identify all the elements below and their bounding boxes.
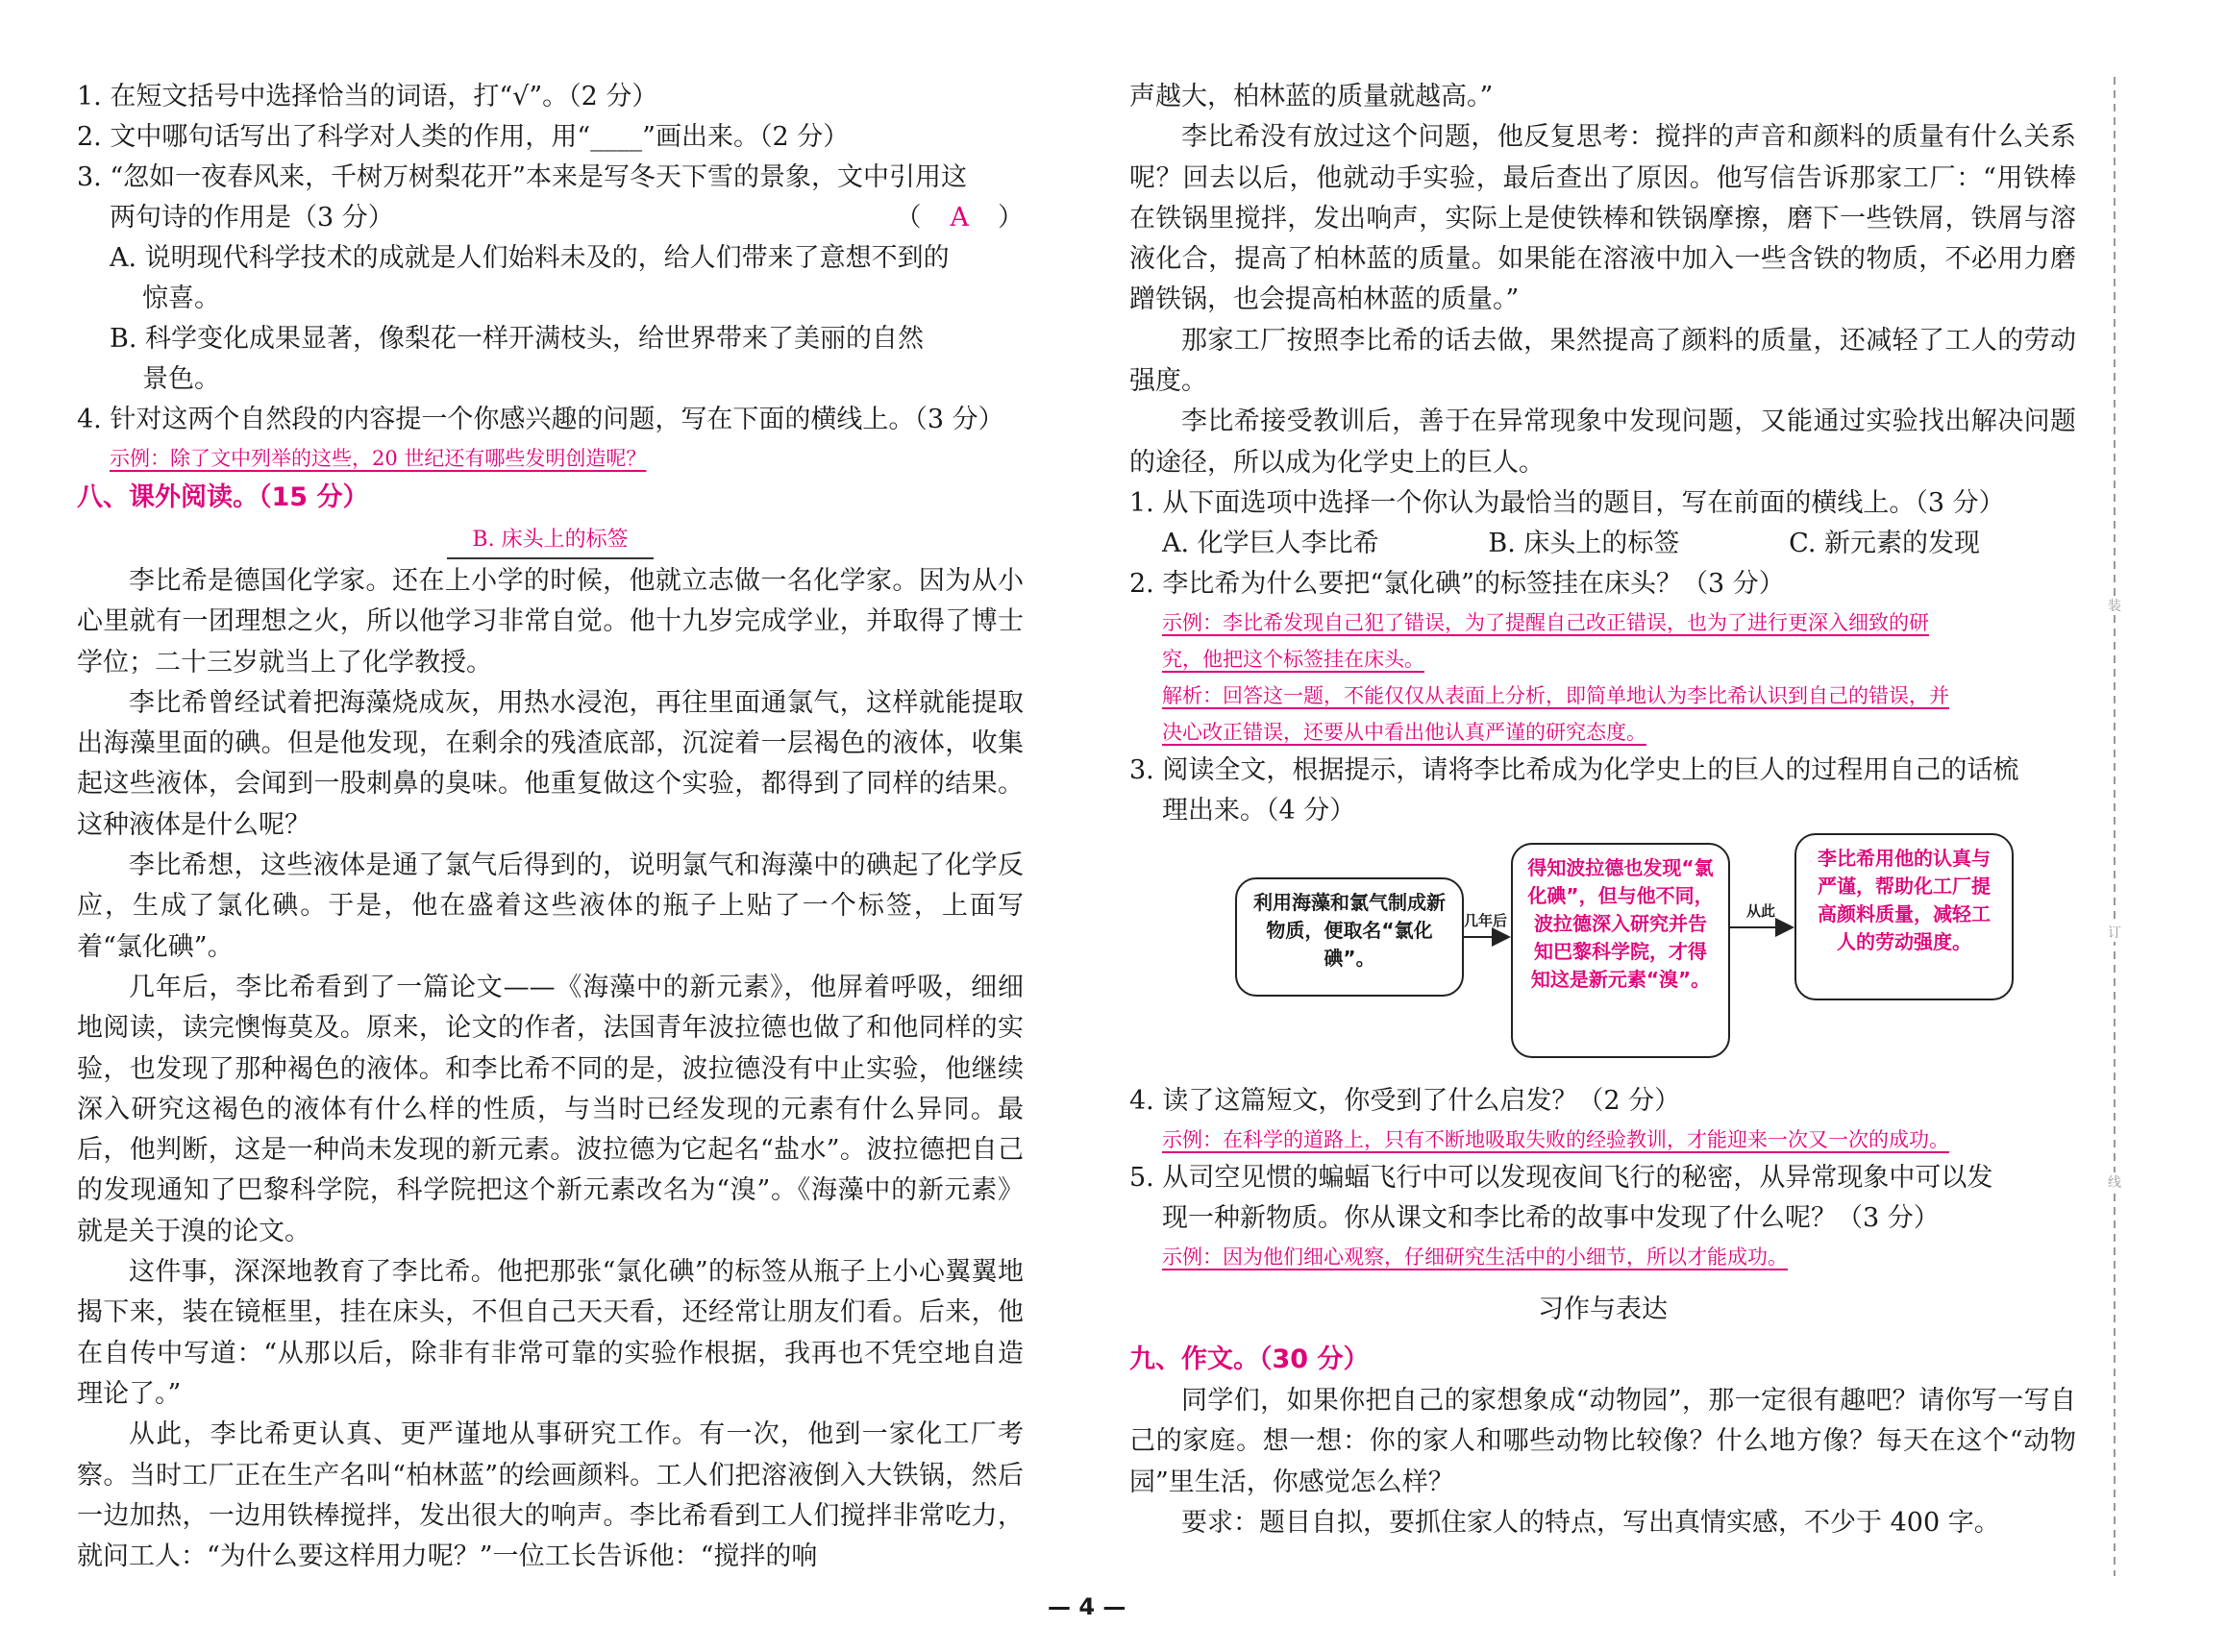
- margin-mark-2: 订: [2105, 923, 2124, 942]
- title-option-b: B. 床头上的标签: [1488, 528, 1680, 558]
- option-b-cont: 景色。: [142, 364, 220, 394]
- essay-prompt: 同学们，如果你把自己的家想象成“动物园”，那一定很有趣吧？请你写一写自己的家庭。想一想：你的家人和哪些动物比较像？什么地方像？每天在这个“动物园”里生活，你感觉怎么样？: [1129, 1385, 2076, 1497]
- option-a-cont: 惊喜。: [142, 284, 220, 313]
- paragraph-3: 李比希想，这些液体是通了氯气后得到的，说明氯气和海藻中的碘起了化学反应，生成了氯化碘。于是，他在盛着这些液体的瓶子上贴了一个标签，上面写着“氯化碘”。: [77, 851, 1024, 962]
- title-option-c: C. 新元素的发现: [1789, 528, 1980, 558]
- title-answer: B. 床头上的标签: [447, 523, 653, 559]
- q5-example: 示例：因为他们细心观察，仔细研究生活中的小细节，所以才能成功。: [1162, 1245, 1788, 1269]
- arrow-label-1: 几年后: [1464, 911, 1508, 929]
- question-4: 4. 针对这两个自然段的内容提一个你感兴趣的问题，写在下面的横线上。（3 分）: [77, 405, 1004, 434]
- diagram-box-2: 得知波拉德也发现“氯化碘”，但与他不同，波拉德深入研究并告知巴黎科学院，才得知这是新元素“溴”。: [1511, 843, 1730, 1058]
- answer-a: A: [950, 203, 969, 233]
- question-1: 1. 在短文括号中选择恰当的词语，打“√”。（2 分）: [77, 82, 658, 111]
- question-2: 2. 文中哪句话写出了科学对人类的作用，用“____”画出来。（2 分）: [77, 122, 850, 152]
- paragraph-8: 那家工厂按照李比希的话去做，果然提高了颜料的质量，还减轻了工人的劳动强度。: [1129, 325, 2076, 397]
- section-heading: 习作与表达: [1538, 1294, 1668, 1324]
- q4-example: 示例：除了文中列举的这些，20 世纪还有哪些发明创造呢？: [110, 447, 647, 470]
- dashed-binding-line: [2105, 77, 2124, 1576]
- q4-right-example: 示例：在科学的道路上，只有不断地吸取失败的经验教训，才能迎来一次又一次的成功。: [1162, 1127, 1949, 1151]
- margin-mark-1: 装: [2105, 596, 2124, 615]
- paragraph-6-cont: 声越大，柏林蓝的质量就越高。”: [1129, 82, 1494, 111]
- q2-example-line2: 究，他把这个标签挂在床头。: [1162, 647, 1424, 671]
- title-answer-line: [77, 523, 1024, 559]
- q2-example-line1: 示例：李比希发现自己犯了错误，为了提醒自己改正错误，也为了进行更深入细致的研: [1162, 610, 1929, 634]
- q2-analysis-line1: 解析：回答这一题，不能仅仅从表面上分析，即简单地认为李比希认识到自己的错误，并: [1162, 683, 1949, 707]
- page-number: — 4 —: [1048, 1593, 1126, 1620]
- arrow-label-2: 从此: [1746, 901, 1776, 920]
- right-column: [1129, 77, 2076, 1543]
- paragraph-5: 这件事，深深地教育了李比希。他把那张“氯化碘”的标签从瓶子上小心翼翼地揭下来，装在镜框里，挂在床头，不但自己天天看，还经常让朋友们看。后来，他在自传中写道：“从那以后，除非有非常可靠的实验作根据，我再也不凭空地自造理论了。”: [77, 1257, 1024, 1409]
- margin-mark-3: 线: [2105, 1172, 2124, 1192]
- diagram-box-1: 利用海藻和氯气制成新物质，便取名“氯化碘”。: [1235, 877, 1464, 997]
- answer-paren: （ A ）: [895, 203, 1024, 233]
- option-a: A. 说明现代科学技术的成就是人们始料未及的，给人们带来了意想不到的: [110, 243, 950, 273]
- option-b: B. 科学变化成果显著，像梨花一样开满枝头，给世界带来了美丽的自然: [110, 324, 925, 354]
- right-question-4: 4. 读了这篇短文，你受到了什么启发？（2 分）: [1129, 1085, 1681, 1116]
- diagram-box-3: 李比希用他的认真与严谨，帮助化工厂提高颜料质量，减轻工人的劳动强度。: [1794, 833, 2014, 1000]
- right-question-3-cont: 理出来。（4 分）: [1162, 795, 1356, 826]
- section-9-heading: 九、作文。（30 分）: [1129, 1344, 1370, 1374]
- paragraph-1: 李比希是德国化学家。还在上小学的时候，他就立志做一名化学家。因为从小心里就有一团理想之火，所以他学习非常自觉。他十九岁完成学业，并取得了博士学位；二十三岁就当上了化学教授。: [77, 566, 1024, 678]
- process-diagram: [1129, 831, 2076, 1081]
- title-option-a: A. 化学巨人李比希: [1162, 528, 1379, 558]
- section-8-heading: 八、课外阅读。（15 分）: [77, 482, 369, 512]
- paragraph-6: 从此，李比希更认真、更严谨地从事研究工作。有一次，他到一家化工厂考察。当时工厂正在生产名叫“柏林蓝”的绘画颜料。工人们把溶液倒入大铁锅，然后一边加热，一边用铁棒搅拌，发出很大的响声。李比希看到工人们搅拌非常吃力，就问工人：“为什么要这样用力呢？”一位工长告诉他：“搅拌的响: [77, 1419, 1024, 1572]
- question-3: 3. “忽如一夜春风来，千树万树梨花开”本来是写冬天下雪的景象，文中引用这: [77, 162, 967, 192]
- paragraph-9: 李比希接受教训后，善于在异常现象中发现问题，又能通过实验找出解决问题的途径，所以成为化学史上的巨人。: [1129, 407, 2076, 478]
- left-column: [77, 77, 1024, 1577]
- right-question-5: 5. 从司空见惯的蝙蝠飞行中可以发现夜间飞行的秘密，从异常现象中可以发: [1129, 1162, 1993, 1193]
- right-question-2: 2. 李比希为什么要把“氯化碘”的标签挂在床头？（3 分）: [1129, 568, 1785, 599]
- question-3-cont: 两句诗的作用是（3 分） （ A ）: [77, 198, 1024, 238]
- paragraph-7: 李比希没有放过这个问题，他反复思考：搅拌的声音和颜料的质量有什么关系呢？回去以后，他就动手实验，最后查出了原因。他写信告诉那家工厂：“用铁棒在铁锅里搅拌，发出响声，实际上是使铁棒和铁锅摩擦，磨下一些铁屑，铁屑与溶液化合，提高了柏林蓝的质量。如果能在溶液中加入一些含铁的物质，不必用力磨蹭铁锅，也会提高柏林蓝的质量。”: [1129, 122, 2076, 315]
- right-question-1: 1. 从下面选项中选择一个你认为最恰当的题目，写在前面的横线上。（3 分）: [1129, 487, 2005, 518]
- right-question-3: 3. 阅读全文，根据提示，请将李比希成为化学史上的巨人的过程用自己的话梳: [1129, 754, 2019, 785]
- title-options: [1129, 524, 2076, 564]
- paragraph-4: 几年后，李比希看到了一篇论文——《海藻中的新元素》，他屏着呼吸，细细地阅读，读完懊悔莫及。原来，论文的作者，法国青年波拉德也做了和他同样的实验，也发现了那种褐色的液体。和李比希不同的是，波拉德没有中止实验，他继续深入研究这褐色的液体有什么样的性质，与当时已经发现的元素有什么异同。最后，他判断，这是一种尚未发现的新元素。波拉德为它起名“盐水”。波拉德把自己的发现通知了巴黎科学院，科学院把这个新元素改名为“溴”。《海藻中的新元素》就是关于溴的论文。: [77, 972, 1024, 1246]
- paragraph-2: 李比希曾经试着把海藻烧成灰，用热水浸泡，再往里面通氯气，这样就能提取出海藻里面的碘。但是他发现，在剩余的残渣底部，沉淀着一层褐色的液体，收集起这些液体，会闻到一股刺鼻的臭味。他重复做这个实验，都得到了同样的结果。这种液体是什么呢？: [77, 687, 1024, 840]
- binding-margin: [2105, 77, 2124, 1576]
- q2-analysis-line2: 决心改正错误，还要从中看出他认真严谨的研究态度。: [1162, 720, 1646, 744]
- right-question-5-cont: 现一种新物质。你从课文和李比希的故事中发现了什么呢？（3 分）: [1162, 1202, 1940, 1233]
- essay-requirement: 要求：题目自拟，要抓住家人的特点，写出真情实感，不少于 400 字。: [1181, 1507, 2000, 1538]
